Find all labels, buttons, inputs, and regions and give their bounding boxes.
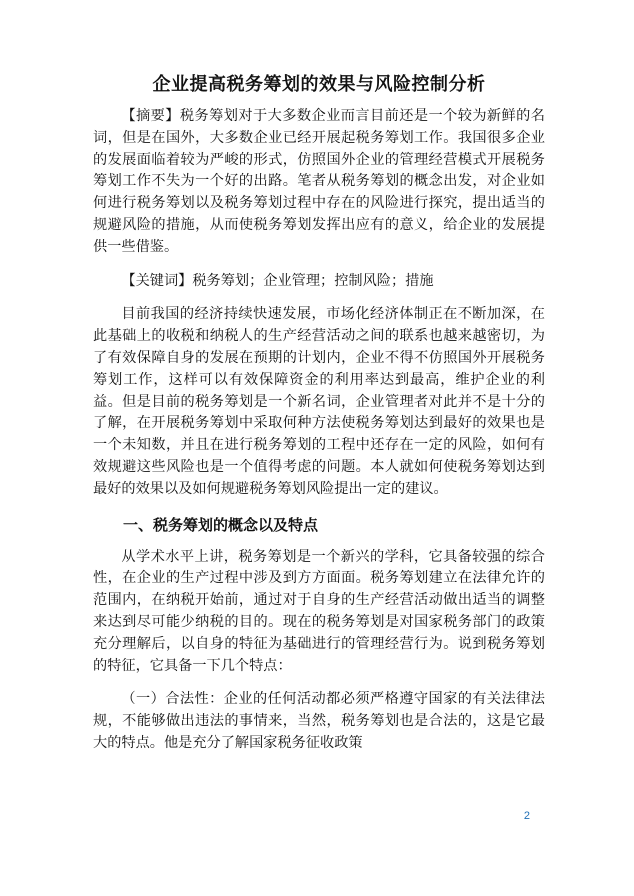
abstract-paragraph xyxy=(93,106,545,259)
abstract-label: 【摘要】 xyxy=(121,108,180,124)
document-title: 企业提高税务筹划的效果与风险控制分析 xyxy=(152,74,486,95)
intro-paragraph: 目前我国的经济持续快速发展，市场化经济体制正在不断加深，在此基础上的收税和纳税人的生产经营活动之间的联系也越来越密切，为了有效保障自身的发展在预期的计划内，企业不得不仿照国外开展税务筹划工作，这样可以有效保障资金的利用率达到最高，维护企业的利益。但是目前的税务筹划是一个新名词，企业管理者对此并不是十分的了解，在开展税务筹划中采取何种方法使税务筹划达到最好的效果也是一个未知数，并且在进行税务筹划的工程中还存在一定的风险，如何有效规避这些风险也是一个值得考虑的问题。本人就如何使税务筹划达到最好的效果以及如何规避税务筹划风险提出一定的建议。 xyxy=(93,306,545,497)
keywords-paragraph xyxy=(93,271,545,293)
document-body xyxy=(93,68,545,767)
abstract-text: 税务筹划对于大多数企业而言目前还是一个较为新鲜的名词，但是在国外，大多数企业已经开展起税务筹划工作。我国很多企业的发展面临着较为严峻的形式，仿照国外企业的管理经营模式开展税务筹划工作不失为一个好的出路。笔者从税务筹划的概念出发，对企业如何进行税务筹划以及税务筹划过程中存在的风险进行探究，提出适当的规避风险的措施，从而使税务筹划发挥出应有的意义，给企业的发展提供一些借鉴。 xyxy=(93,108,545,255)
section-1-paragraph: 从学术水平上讲，税务筹划是一个新兴的学科，它具备较强的综合性，在企业的生产过程中涉及到方方面面。税务筹划建立在法律允许的范围内，在纳税开始前，通过对于自身的生产经营活动做出适当的调整来达到尽可能少纳税的目的。现在的税务筹划是对国家税务部门的政策充分理解后，以自身的特征为基础进行的管理经营行为。说到税务筹划的特征，它具备一下几个特点： xyxy=(93,548,545,674)
keywords-label: 【关键词】 xyxy=(121,272,193,289)
section-1-heading: 一、税务筹划的概念以及特点 xyxy=(123,515,319,534)
keywords-text: 税务筹划；企业管理；控制风险；措施 xyxy=(192,272,434,289)
subsection-1-paragraph: （一）合法性：企业的任何活动都必须严格遵守国家的有关法律法规，不能够做出违法的事情来，当然，税务筹划也是合法的，这是它最大的特点。他是充分了解国家税务征收政策 xyxy=(93,691,545,751)
page-number: 2 xyxy=(523,810,530,822)
